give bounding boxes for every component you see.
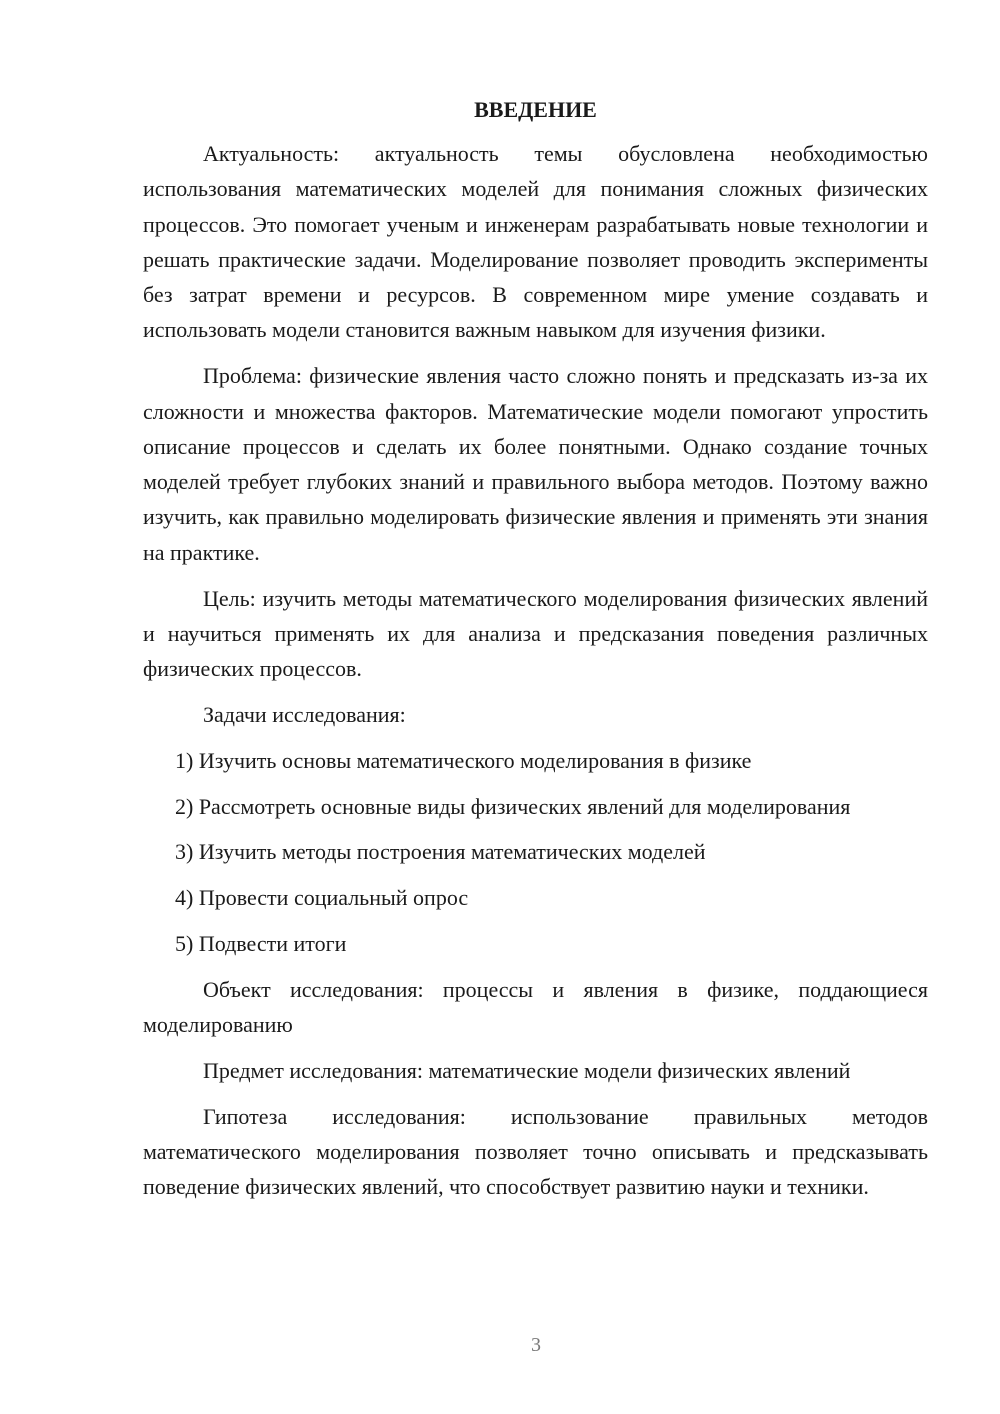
paragraph-problem: Проблема: физические явления часто сложно понять и предсказать из-за их сложности и множества факторов. Математические модели помогают упростить описание процессов и сделать их более понятными. Однако создание точных моделей требует глубоких знаний и правильного выбора методов. Поэтому важно изучить, как правильно моделировать физические явления и применять эти знания на практике. — [143, 363, 928, 565]
task-item: 5) Подвести итоги — [175, 930, 347, 956]
task-item: 4) Провести социальный опрос — [175, 885, 469, 911]
task-item: 3) Изучить методы построения математических моделей — [175, 839, 706, 865]
document-page — [143, 94, 928, 1215]
section-title: ВВЕДЕНИЕ — [474, 97, 597, 122]
paragraph-object: Объект исследования: процессы и явления в физике, поддающиеся моделированию — [143, 976, 928, 1038]
paragraph-tasks-heading: Задачи исследования: — [203, 701, 406, 727]
page-number: 3 — [531, 1334, 541, 1356]
paragraph-subject: Предмет исследования: математические модели физических явлений — [203, 1057, 851, 1083]
task-item: 1) Изучить основы математического моделирования в физике — [175, 747, 752, 773]
paragraph-goal: Цель: изучить методы математического моделирования физических явлений и научиться применять их для анализа и предсказания поведения различных физических процессов. — [143, 585, 928, 682]
paragraph-hypothesis: Гипотеза исследования: использование правильных методов математического моделирования позволяет точно описывать и предсказывать поведение физических явлений, что способствует развитию науки и техники. — [143, 1103, 928, 1200]
task-item: 2) Рассмотреть основные виды физических явлений для моделирования — [175, 793, 851, 819]
paragraph-relevance: Актуальность: актуальность темы обусловлена необходимостью использования математических моделей для понимания сложных физических процессов. Это помогает ученым и инженерам разрабатывать новые технологии и решать практические задачи. Моделирование позволяет проводить эксперименты без затрат времени и ресурсов. В современном мире умение создавать и использовать модели становится важным навыком для изучения физики. — [143, 141, 928, 343]
